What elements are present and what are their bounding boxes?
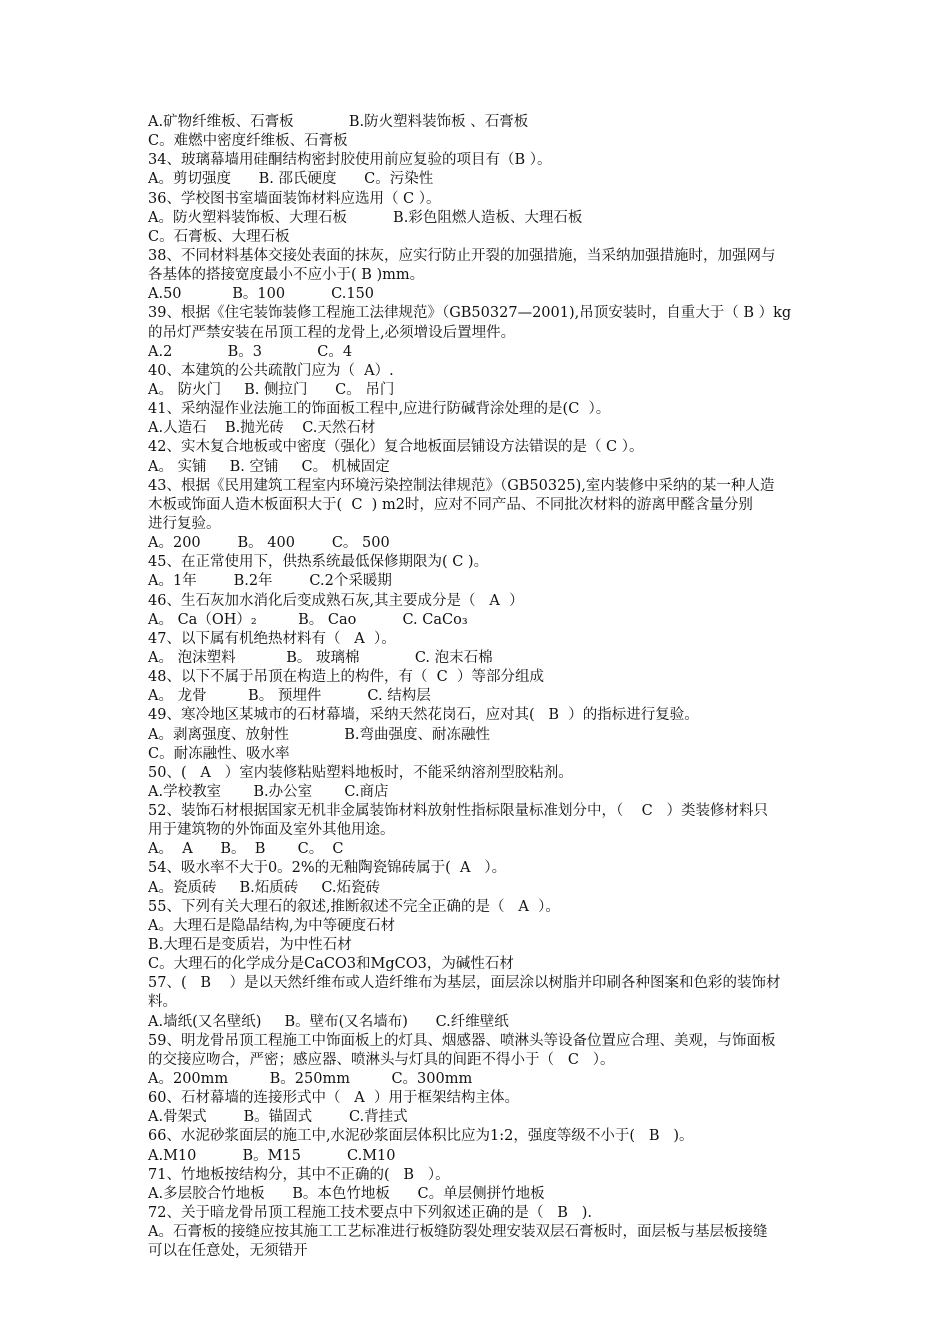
text-line: A.骨架式 B。锚固式 C.背挂式 <box>148 1109 408 1126</box>
text-line: A.墙纸(又名壁纸) B。壁布(又名墙布) C.纤维壁纸 <box>148 1013 509 1030</box>
text-line: A。 Ca（OH）₂ B。 Cao C. CaCo₃ <box>148 611 468 628</box>
text-line: 50、( A ）室内装修粘贴塑料地板时，不能采纳溶剂型胶粘剂。 <box>148 764 573 781</box>
text-line: 42、实木复合地板或中密度（强化）复合地板面层铺设方法错误的是（ C ）。 <box>148 439 644 456</box>
text-line: 34、玻璃幕墙用硅酮结构密封胶使用前应复验的项目有（B ）。 <box>148 152 552 169</box>
text-line: 71、竹地板按结构分，其中不正确的( B ）。 <box>148 1166 450 1183</box>
text-line: A。防火塑料装饰板、大理石板 B.彩色阻燃人造板、大理石板 <box>148 209 583 226</box>
text-line: 用于建筑物的外饰面及室外其他用途。 <box>148 822 395 839</box>
text-line: A。 防火门 B. 侧拉门 C。 吊门 <box>148 381 395 398</box>
text-line: 40、本建筑的公共疏散门应为（ A）. <box>148 362 394 379</box>
text-line: 进行复验。 <box>148 515 221 532</box>
text-line: A.矿物纤维板、石膏板 B.防火塑料装饰板 、石膏板 <box>148 114 529 130</box>
text-line: A。石膏板的接缝应按其施工工艺标准进行板缝防裂处理安装双层石膏板时，面层板与基层板接缝 <box>148 1224 768 1241</box>
document-page <box>148 113 878 1261</box>
text-line: A。1年 B.2年 C.2个采暖期 <box>148 573 392 590</box>
text-line: A.学校教室 B.办公室 C.商店 <box>148 783 389 800</box>
text-line: A。 泡沫塑料 B。 玻璃棉 C. 泡末石棉 <box>148 649 493 666</box>
text-line: 66、水泥砂浆面层的施工中,水泥砂浆面层体积比应为1:2，强度等级不小于( B )。 <box>148 1128 694 1145</box>
text-line: A。瓷质砖 B.炻质砖 C.炻瓷砖 <box>148 879 381 896</box>
text-line: A.M10 B。M15 C.M10 <box>148 1147 396 1164</box>
text-line: 60、石材幕墙的连接形式中（ A ）用于框架结构主体。 <box>148 1090 519 1107</box>
text-line: 59、明龙骨吊顶工程施工中饰面板上的灯具、烟感器、喷淋头等设备位置应合理、美观，与饰面板 <box>148 1032 776 1049</box>
text-line: 57、( B ）是以天然纤维布或人造纤维布为基层，面层涂以树脂并印刷各种图案和色彩的装饰材 <box>148 975 781 992</box>
text-line: 47、以下属有机绝热材料有（ A ）。 <box>148 630 396 647</box>
text-line: 可以在任意处，无须错开 <box>148 1243 308 1260</box>
text-line: C。大理石的化学成分是CaCO3和MgCO3，为碱性石材 <box>148 956 514 973</box>
text-line: A。200mm B。250mm C。300mm <box>148 1071 473 1088</box>
text-line: 52、装饰石材根据国家无机非金属装饰材料放射性指标限量标准划分中，（ C ）类装修材料只 <box>148 803 769 820</box>
text-line: B.大理石是变质岩，为中性石材 <box>148 937 352 954</box>
text-line: A。200 B。 400 C。 500 <box>148 535 390 552</box>
text-line: 各基体的搭接宽度最小不应小于( B )mm。 <box>148 267 425 284</box>
text-line: 39、根据《住宅装饰装修工程施工法律规范》（GB50327—2001),吊顶安装时，自重大于（ B ）kg <box>148 305 792 322</box>
text-line: A.人造石 B.抛光砖 C.天然石材 <box>148 420 376 437</box>
text-line: 料。 <box>148 994 177 1011</box>
text-line: A。剥离强度、放射性 B.弯曲强度、耐冻融性 <box>148 726 491 743</box>
text-line: A.2 B。3 C。4 <box>148 343 353 360</box>
text-line: 的吊灯严禁安装在吊顶工程的龙骨上,必须增设后置埋件。 <box>148 324 516 341</box>
text-line: C。石膏板、大理石板 <box>148 228 290 245</box>
text-line: C。耐冻融性、吸水率 <box>148 745 290 762</box>
text-line: 43、根据《民用建筑工程室内环境污染控制法律规范》（GB50325),室内装修中采纳的某一种人造 <box>148 477 775 494</box>
text-line: A.多层胶合竹地板 B。本色竹地板 C。单层侧拼竹地板 <box>148 1185 545 1202</box>
text-line: 72、关于暗龙骨吊顶工程施工技术要点中下列叙述正确的是（ B ). <box>148 1205 593 1222</box>
text-line: 46、生石灰加水消化后变成熟石灰,其主要成分是（ A ） <box>148 592 524 609</box>
text-line: 49、寒冷地区某城市的石材幕墙，采纳天然花岗石，应对其( B ）的指标进行复验。 <box>148 707 699 724</box>
text-line: 41、采纳湿作业法施工的饰面板工程中,应进行防碱背涂处理的是(C ）。 <box>148 401 611 418</box>
text-line: A。 龙骨 B。 预埋件 C. 结构层 <box>148 688 431 705</box>
text-line: 的交接应吻合，严密；感应器、喷淋头与灯具的间距不得小于（ C ）。 <box>148 1051 615 1068</box>
text-line: A。 实铺 B. 空铺 C。 机械固定 <box>148 458 390 475</box>
text-line: 38、不同材料基体交接处表面的抹灰，应实行防止开裂的加强措施，当采纳加强措施时，加强网与 <box>148 247 776 264</box>
text-line: A.50 B。100 C.150 <box>148 286 375 303</box>
text-line: 木板或饰面人造木板面积大于( C ) m2时，应对不同产品、不同批次材料的游离甲醛含量分别 <box>148 496 753 513</box>
text-line: C。难燃中密度纤维板、石膏板 <box>148 133 348 150</box>
text-line: 45、在正常使用下，供热系统最低保修期限为( C )。 <box>148 554 489 571</box>
text-line: 36、学校图书室墙面装饰材料应选用（ C ）。 <box>148 190 441 207</box>
text-line: 54、吸水率不大于0。2%的无釉陶瓷锦砖属于( A ）。 <box>148 860 507 877</box>
text-line: A。大理石是隐晶结构,为中等硬度石材 <box>148 917 396 934</box>
text-line: 48、以下不属于吊顶在构造上的构件，有（ C ）等部分组成 <box>148 669 544 686</box>
text-line: 55、下列有关大理石的叙述,推断叙述不完全正确的是（ A ）。 <box>148 898 560 915</box>
text-line: A。剪切强度 B. 邵氏硬度 C。污染性 <box>148 171 434 188</box>
text-line: A。 A B。 B C。 C <box>148 841 344 858</box>
